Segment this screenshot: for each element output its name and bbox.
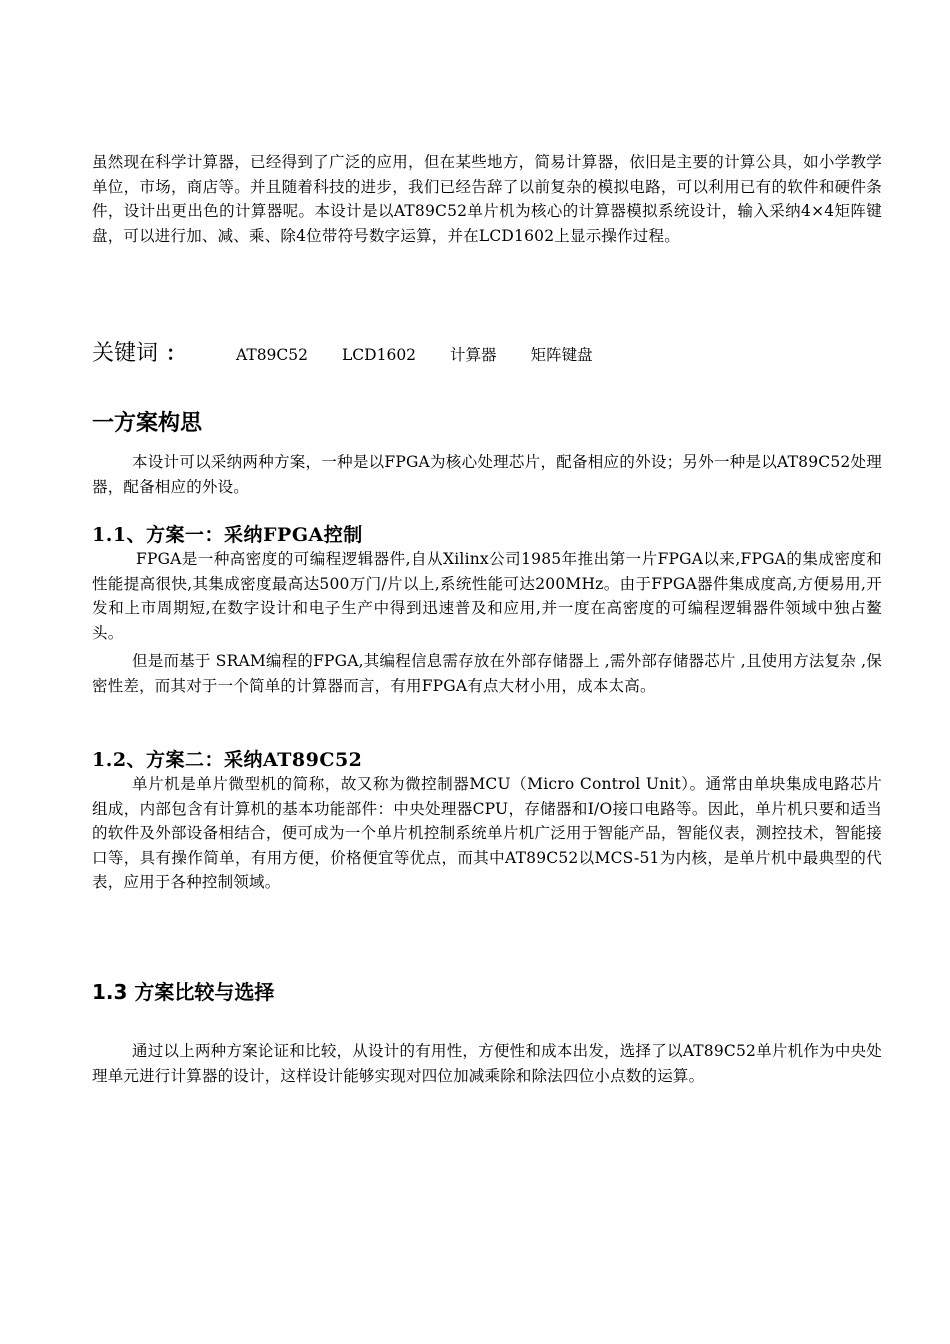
section-1-2-title: 1.2、方案二：采纳AT89C52 (92, 749, 363, 771)
keywords-row (92, 336, 627, 366)
keywords-colon: ： (166, 341, 187, 365)
keyword-item: 计算器 (450, 346, 497, 364)
section-1-3-paragraph: 通过以上两种方案论证和比较，从设计的有用性，方便性和成本出发，选择了以AT89C52单片机作为中央处理单元进行计算器的设计，这样设计能够实现对四位加减乘除和除法四位小点数的运算。 (92, 1042, 882, 1085)
section-1-paragraph: 本设计可以采纳两种方案，一种是以FPGA为核心处理芯片，配备相应的外设；另外一种是以AT89C52处理器，配备相应的外设。 (92, 453, 882, 496)
section-1-1-paragraph-1: FPGA是一种高密度的可编程逻辑器件,自从Xilinx公司1985年推出第一片FPGA以来,FPGA的集成密度和性能提高很快,其集成密度最高达500万门/片以上,系统性能可达200MHz。由于FPGA器件集成度高,方便易用,开发和上市周期短,在数字设计和电子生产中得到迅速普及和应用,并一度在高密度的可编程逻辑器件领域中独占鳌头。 (92, 550, 882, 642)
section-1-2-paragraph: 单片机是单片微型机的简称，故又称为微控制器MCU（Micro Control Unit）。通常由单块集成电路芯片组成，内部包含有计算机的基本功能部件：中央处理器CPU，存储器和I/O接口电路等。因此，单片机只要和适当的软件及外部设备相结合，便可成为一个单片机控制系统单片机广泛用于智能产品，智能仪表，测控技术，智能接口等，具有操作简单，有用方便，价格便宜等优点，而其中AT89C52以MCS-51为内核，是单片机中最典型的代表，应用于各种控制领域。 (92, 775, 882, 891)
keyword-item: AT89C52 (236, 346, 309, 364)
keywords-label: 关键词 (92, 341, 159, 366)
section-1-title: 一方案构思 (92, 411, 203, 436)
keyword-item: 矩阵键盘 (530, 346, 593, 364)
section-1-3-title: 1.3 方案比较与选择 (92, 980, 275, 1004)
keyword-item: LCD1602 (342, 346, 417, 364)
section-1-1-title: 1.1、方案一：采纳FPGA控制 (92, 524, 363, 546)
intro-paragraph: 虽然现在科学计算器，已经得到了广泛的应用，但在某些地方，简易计算器，依旧是主要的计算公具，如小学教学单位，市场，商店等。并且随着科技的进步，我们已经告辞了以前复杂的模拟电路，可以利用已有的软件和硬件条件，设计出更出色的计算器呢。本设计是以AT89C52单片机为核心的计算器模拟系统设计，输入采纳4×4矩阵键盘，可以进行加、减、乘、除4位带符号数字运算，并在LCD1602上显示操作过程。 (92, 153, 882, 245)
section-1-1-paragraph-2: 但是而基于 SRAM编程的FPGA,其编程信息需存放在外部存储器上 ,需外部存储器芯片 ,且使用方法复杂 ,保密性差，而其对于一个简单的计算器而言，有用FPGA有点大材小用，成本太高。 (92, 652, 882, 695)
